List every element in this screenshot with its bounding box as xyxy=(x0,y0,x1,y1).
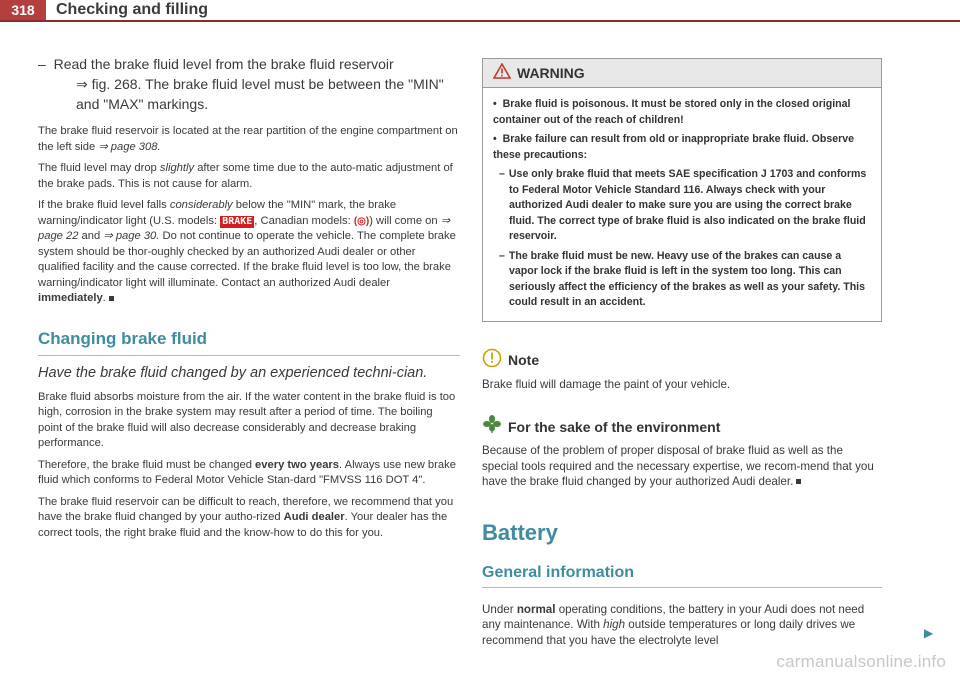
warning-body xyxy=(483,88,881,321)
warning-bullet: • Brake fluid is poisonous. It must be stored only in the closed original container out of the reach of children! xyxy=(493,98,851,126)
note-header xyxy=(482,348,882,373)
warning-sub-item: – The brake fluid must be new. Heavy use of the brakes can cause a vapor lock if the brake fluid is left in the system too long. This can seriously affect the efficiency of the brakes as well as your safety. This could result in an accident. xyxy=(499,249,866,308)
brake-warning-icon: BRAKE xyxy=(222,215,253,227)
heading-battery: Battery xyxy=(482,519,558,545)
left-column xyxy=(38,44,460,547)
heading-general-information: General information xyxy=(482,564,882,588)
note-title: Note xyxy=(508,352,540,368)
leaf-icon xyxy=(482,414,502,439)
heading-changing-brake-fluid: Changing brake fluid xyxy=(38,329,460,356)
warning-title: WARNING xyxy=(517,65,585,81)
environment-header xyxy=(482,414,882,439)
environment-text: Because of the problem of proper disposal of brake fluid as well as the special tools required and the necessary expertise, we recom-mend that you have the brake fluid changed by your authorized Audi dealer. xyxy=(482,444,874,488)
page-ref-link[interactable]: ⇒ page 308. xyxy=(98,140,161,153)
section-header: Checking and filling xyxy=(56,1,209,18)
environment-title: For the sake of the environment xyxy=(508,418,721,435)
paragraph-battery: Under normal operating conditions, the battery in your Audi does not need any maintenance. With high outside temperatures or long daily drives we recommend that you have the electrolyte level xyxy=(482,602,865,647)
warning-box xyxy=(482,58,882,322)
right-column xyxy=(482,44,882,648)
note-circle-icon xyxy=(482,348,502,373)
warning-triangle-icon xyxy=(493,63,511,84)
header-divider xyxy=(0,20,960,22)
brake-circle-icon: (◎) xyxy=(353,215,370,227)
warning-bullet: • Brake failure can result from old or inappropriate brake fluid. Observe these precautions: xyxy=(493,133,855,161)
end-square-icon xyxy=(109,296,114,301)
instruction-step: – Read the brake fluid level from the brake fluid reservoir ⇒ fig. 268. The brake fluid level must be between the "MIN" and "MAX" markings. xyxy=(38,54,460,114)
warning-header xyxy=(483,59,881,88)
step-continuation: ⇒ fig. 268. The brake fluid level must be between the "MIN" and "MAX" markings. xyxy=(76,76,444,112)
paragraph-low-level: If the brake fluid level falls considerably below the "MIN" mark, the brake warning/indicator light (U.S. models: BRAKE , Canadian models: (◎)) will come on ⇒ page 22 and ⇒ page 30. Do not continue to operate the vehicle. The complete brake system should be thor-oughly checked by an authorized Audi dealer or other qualified facility and the cause corrected. If the brake fluid level is too low, the brake warning/indicator light will illuminate. Contact an authorized Audi dealer immediately. xyxy=(38,199,456,304)
page-ref-link[interactable]: ⇒ page 30. xyxy=(103,230,160,242)
end-square-icon xyxy=(796,479,801,484)
page-number: 318 xyxy=(0,0,46,20)
paragraph-every-two-years: Therefore, the brake fluid must be changed every two years. Always use new brake fluid which conforms to Federal Motor Vehicle Stan-dard "FMVSS 116 DOT 4". xyxy=(38,458,456,486)
watermark: carmanualsonline.info xyxy=(776,652,946,671)
page-ref-link[interactable]: ⇒ page 22 xyxy=(38,214,451,242)
paragraph-fluid-drop: The fluid level may drop slightly after some time due to the auto-matic adjustment of the brake pads. This is not cause for alarm. xyxy=(38,162,453,190)
paragraph-reservoir-location: The brake fluid reservoir is located at the rear partition of the engine compartment on the left side ⇒ page 308. xyxy=(38,125,458,153)
step-text: Read the brake fluid level from the brake fluid reservoir xyxy=(53,56,394,72)
warning-sub-item: – Use only brake fluid that meets SAE specification J 1703 and conforms to Federal Motor Vehicle Standard 116. Always check with your authorized Audi dealer to make sure you are using the correct brake fluid. The correct type of brake fluid is also indicated on the brake fluid reservoir. xyxy=(499,168,867,242)
paragraph-moisture: Brake fluid absorbs moisture from the air. If the water content in the brake fluid is too high, corrosion in the brake system may result after a period of time. The boiling point of the brake fluid will also decrease considerably and decrease braking performance. xyxy=(38,390,456,449)
subheading: Have the brake fluid changed by an experienced techni-cian. xyxy=(38,364,428,381)
note-text: Brake fluid will damage the paint of your vehicle. xyxy=(482,377,731,391)
continue-arrow-icon: ▶ xyxy=(924,626,934,640)
paragraph-dealer: The brake fluid reservoir can be difficult to reach, therefore, we recommend that you have the brake fluid changed by your autho-rized Audi dealer. Your dealer has the correct tools, the right brake fluid and the know-how to do this for you. xyxy=(38,495,454,539)
